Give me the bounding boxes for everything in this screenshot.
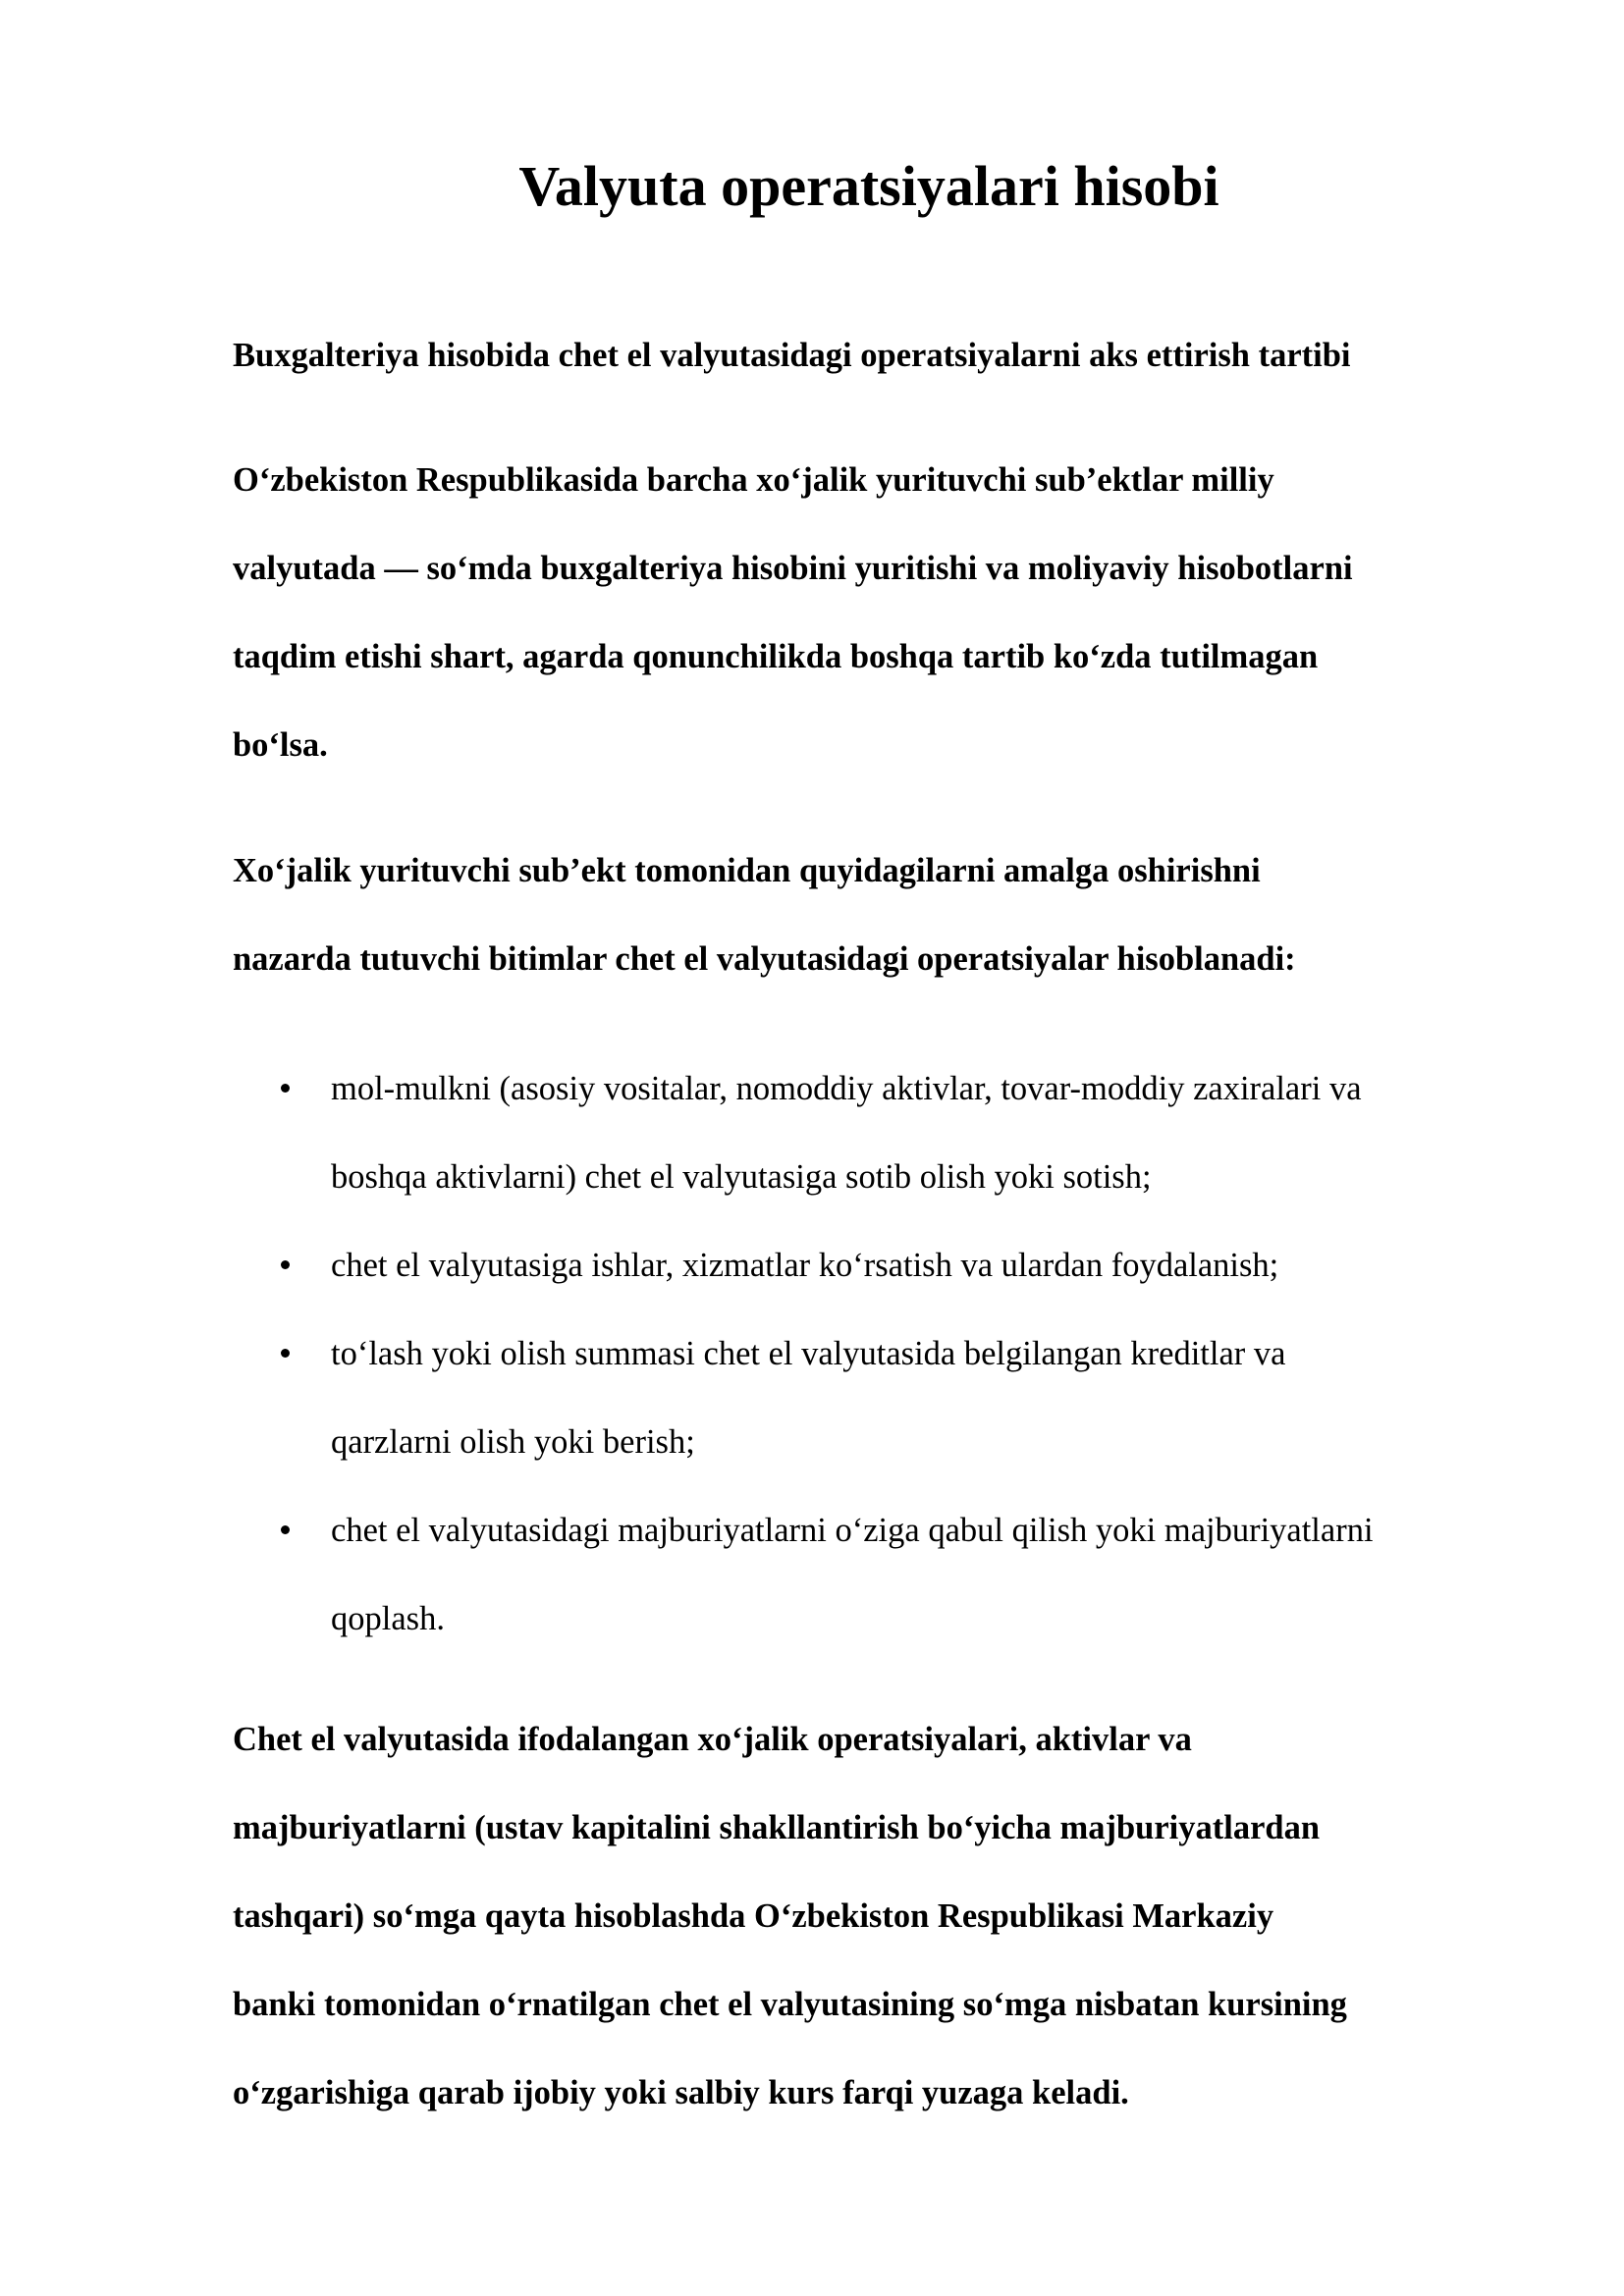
bullet-list [233, 1044, 1548, 1663]
list-item-line: qoplash. [331, 1600, 445, 1637]
paragraph-3-line-4: banki tomonidan o‘rnatilgan chet el valyutasining so‘mga nisbatan kursining [233, 1986, 1347, 2023]
paragraph-1 [233, 436, 1529, 789]
list-item [233, 1044, 1548, 1221]
paragraph-1-line-4: bo‘lsa. [233, 726, 328, 764]
list-item [233, 1486, 1548, 1663]
paragraph-1-line-2: valyutada — so‘mda buxgalteriya hisobini yuritishi va moliyaviy hisobotlarni [233, 550, 1353, 587]
paragraph-3-line-2: majburiyatlarni (ustav kapitalini shakllantirish bo‘yicha majburiyatlardan [233, 1809, 1321, 1846]
paragraph-3 [233, 1695, 1529, 2137]
list-item-line: chet el valyutasiga ishlar, xizmatlar ko‘rsatish va ulardan foydalanish; [331, 1247, 1279, 1284]
list-item [233, 1309, 1548, 1486]
paragraph-3-line-3: tashqari) so‘mga qayta hisoblashda O‘zbekiston Respublikasi Markaziy [233, 1897, 1274, 1935]
paragraph-2-line-1: Xo‘jalik yurituvchi sub’ekt tomonidan quyidagilarni amalga oshirishni [233, 852, 1261, 889]
list-item-line: to‘lash yoki olish summasi chet el valyutasida belgilangan kreditlar va [331, 1335, 1286, 1372]
paragraph-2 [233, 827, 1529, 1003]
paragraph-1-line-1: O‘zbekiston Respublikasida barcha xo‘jalik yurituvchi sub’ektlar milliy [233, 461, 1274, 499]
subtitle-line: Buxgalteriya hisobida chet el valyutasidagi operatsiyalarni aks ettirish tartibi [233, 337, 1351, 374]
paragraph-1-line-3: taqdim etishi shart, agarda qonunchilikda boshqa tartib ko‘zda tutilmagan [233, 638, 1319, 675]
list-item-line: qarzlarni olish yoki berish; [331, 1423, 695, 1461]
bullet-icon [281, 1260, 290, 1269]
bullet-icon [281, 1084, 290, 1093]
list-item-line: boshqa aktivlarni) chet el valyutasiga sotib olish yoki sotish; [331, 1158, 1152, 1196]
document-title: Valyuta operatsiyalari hisobi [518, 154, 1219, 218]
list-item-line: chet el valyutasidagi majburiyatlarni o‘ziga qabul qilish yoki majburiyatlarni [331, 1512, 1374, 1549]
document-subtitle [233, 311, 1529, 400]
paragraph-3-line-1: Chet el valyutasida ifodalangan xo‘jalik operatsiyalari, aktivlar va [233, 1721, 1192, 1758]
list-item-line: mol-mulkni (asosiy vositalar, nomoddiy aktivlar, tovar-moddiy zaxiralari va [331, 1070, 1362, 1107]
list-item [233, 1221, 1548, 1309]
paragraph-3-line-5: o‘zgarishiga qarab ijobiy yoki salbiy kurs farqi yuzaga keladi. [233, 2074, 1129, 2111]
bullet-icon [281, 1525, 290, 1534]
paragraph-2-line-2: nazarda tutuvchi bitimlar chet el valyutasidagi operatsiyalar hisoblanadi: [233, 940, 1296, 978]
bullet-icon [281, 1349, 290, 1358]
